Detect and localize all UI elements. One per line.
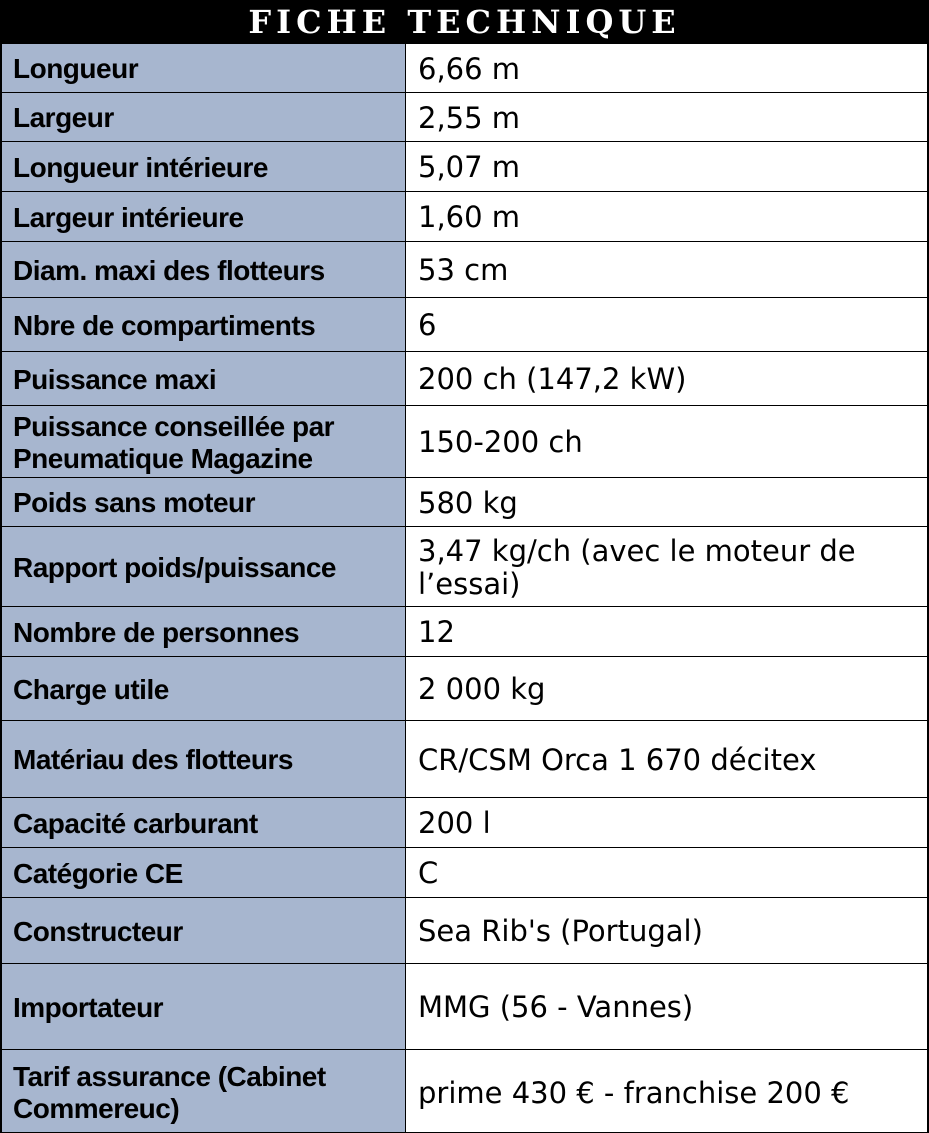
spec-label: Tarif assurance (Cabinet Commereuc)	[2, 1050, 406, 1133]
spec-value: 6,66 m	[406, 44, 928, 93]
spec-value: 12	[406, 607, 928, 657]
table-row	[2, 798, 928, 848]
spec-value: 5,07 m	[406, 142, 928, 192]
table-row	[2, 721, 928, 798]
spec-label: Importateur	[2, 964, 406, 1050]
table-row	[2, 848, 928, 898]
table-row	[2, 607, 928, 657]
spec-label: Nombre de personnes	[2, 607, 406, 657]
table-row	[2, 657, 928, 721]
spec-label: Longueur	[2, 44, 406, 93]
spec-value: 200 ch (147,2 kW)	[406, 352, 928, 406]
spec-label: Capacité carburant	[2, 798, 406, 848]
spec-label: Matériau des flotteurs	[2, 721, 406, 798]
table-row	[2, 478, 928, 527]
spec-label: Constructeur	[2, 898, 406, 964]
spec-label: Poids sans moteur	[2, 478, 406, 527]
spec-label: Catégorie CE	[2, 848, 406, 898]
table-row	[2, 352, 928, 406]
spec-value: MMG (56 - Vannes)	[406, 964, 928, 1050]
spec-value: 53 cm	[406, 242, 928, 298]
spec-label: Puissance conseillée par Pneumatique Magazine	[2, 406, 406, 478]
spec-label: Longueur intérieure	[2, 142, 406, 192]
spec-value: 2,55 m	[406, 93, 928, 142]
spec-value: prime 430 € - franchise 200 €	[406, 1050, 928, 1133]
spec-label: Rapport poids/puissance	[2, 527, 406, 607]
spec-value: 200 l	[406, 798, 928, 848]
spec-value: 6	[406, 298, 928, 352]
table-row	[2, 898, 928, 964]
table-row	[2, 192, 928, 242]
spec-value: CR/CSM Orca 1 670 décitex	[406, 721, 928, 798]
spec-value: 2 000 kg	[406, 657, 928, 721]
table-row	[2, 964, 928, 1050]
spec-label: Puissance maxi	[2, 352, 406, 406]
table-row	[2, 44, 928, 93]
spec-table	[1, 43, 928, 1133]
spec-label: Diam. maxi des flotteurs	[2, 242, 406, 298]
spec-value: 580 kg	[406, 478, 928, 527]
table-row	[2, 142, 928, 192]
table-row	[2, 1050, 928, 1133]
sheet-title: FICHE TECHNIQUE	[1, 1, 928, 43]
table-row	[2, 406, 928, 478]
table-row	[2, 93, 928, 142]
table-row	[2, 527, 928, 607]
table-row	[2, 298, 928, 352]
spec-value: Sea Rib's (Portugal)	[406, 898, 928, 964]
spec-value: 1,60 m	[406, 192, 928, 242]
table-row	[2, 242, 928, 298]
spec-value: 150-200 ch	[406, 406, 928, 478]
spec-label: Largeur	[2, 93, 406, 142]
spec-label: Nbre de compartiments	[2, 298, 406, 352]
spec-label: Largeur intérieure	[2, 192, 406, 242]
spec-value: C	[406, 848, 928, 898]
spec-label: Charge utile	[2, 657, 406, 721]
spec-value: 3,47 kg/ch (avec le moteur de l’essai)	[406, 527, 928, 607]
